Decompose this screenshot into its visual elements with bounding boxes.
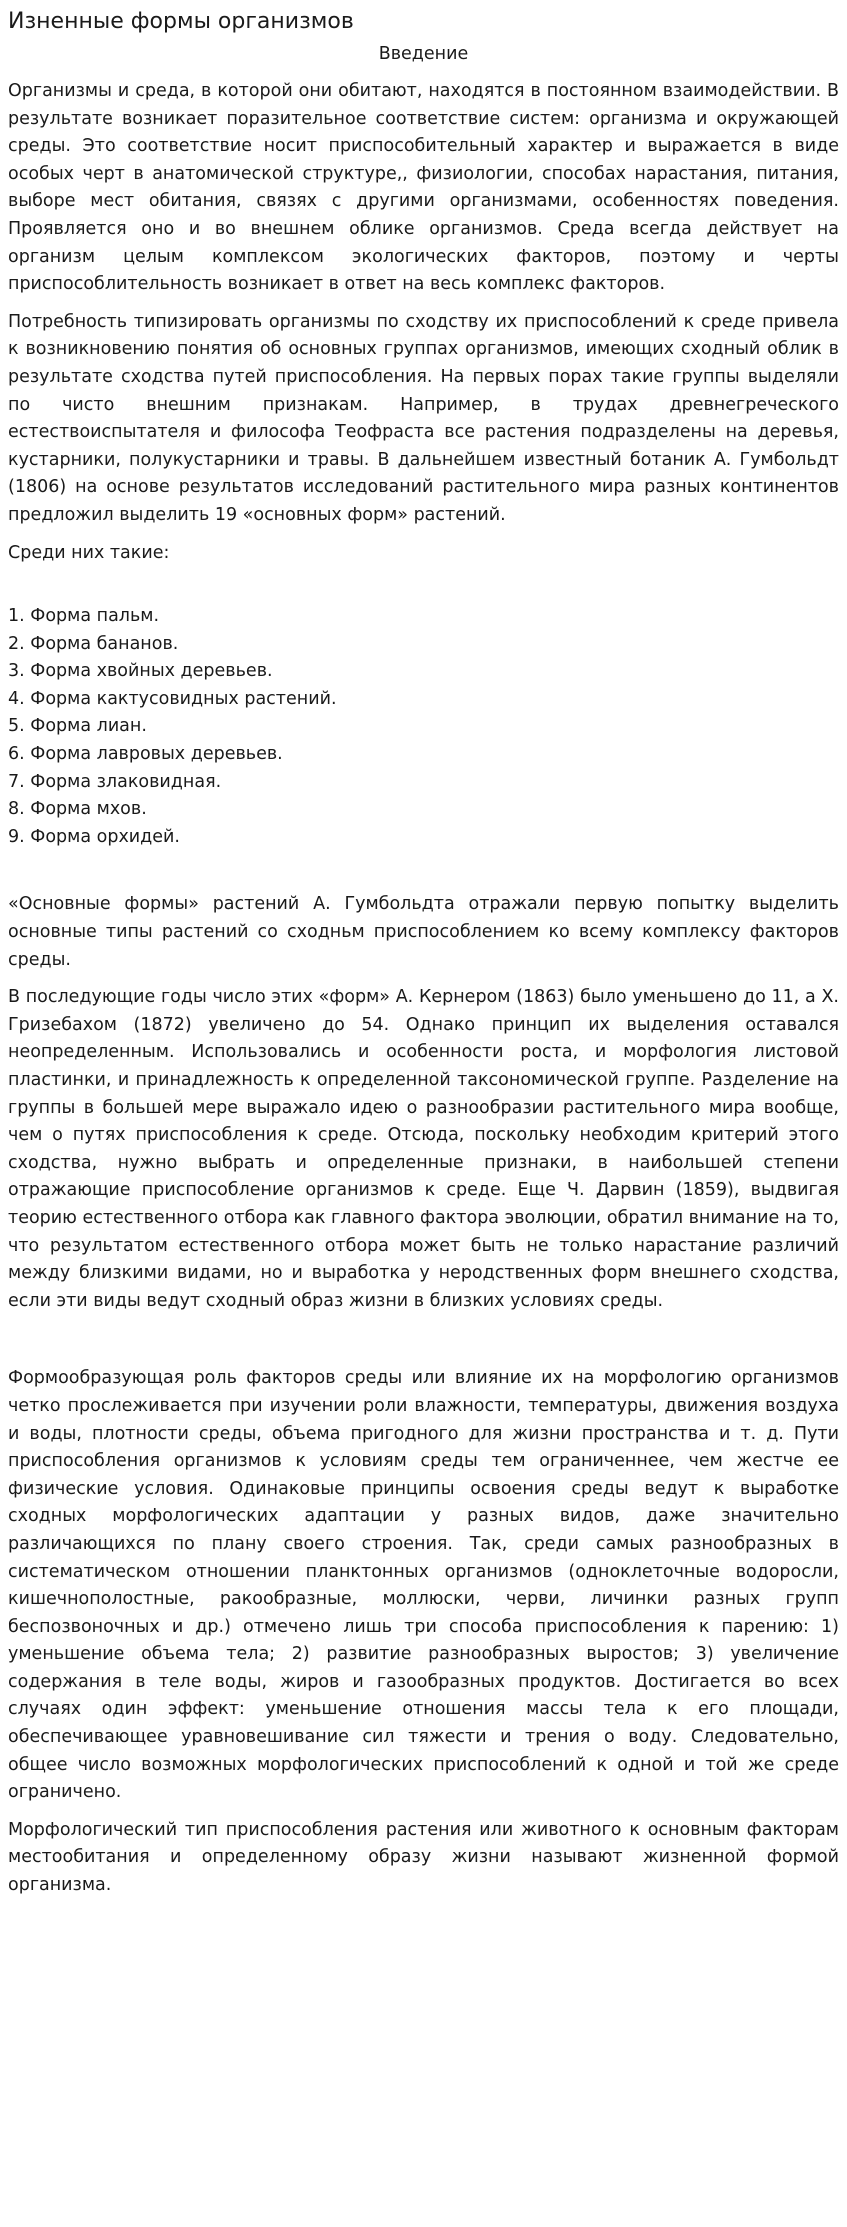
document-title: Изненные формы организмов xyxy=(8,9,354,34)
paragraph-typification-need: Потребность типизировать организмы по сходству их приспособлений к среде привела к возникновению понятия об основных группах организмов, имеющих сходный облик в результате сходства путей приспособления. На первых порах такие группы выделяли по чисто внешним признакам. Например, в трудах древнегреческого естествоиспытателя и философа Теофраста все растения подразделены на деревья, кустарники, полукустарники и травы. В дальнейшем известный ботаник А. Гумбольдт (1806) на основе результатов исследований растительного мира разных континентов предложил выделить 19 «основных форм» растений. xyxy=(8,311,839,525)
spacer xyxy=(8,851,839,891)
spacer xyxy=(8,1325,839,1365)
list-item: 8. Форма мхов. xyxy=(8,799,147,820)
paragraph-later-classifications: В последующие годы число этих «форм» А. Кернером (1863) было уменьшено до 11, а X. Гризебахом (1872) увеличено до 54. Однако принцип их выделения оставался неопределенным. Использовались и особенности роста, и морфология листовой пластинки, и принадлежность к определенной таксономической группе. Разделение на группы в большей мере выражало идею о разнообразии растительного мира вообще, чем о путях приспособления к среде. Отсюда, поскольку необходим критерий этого сходства, нужно выбрать и определенные признаки, в наибольшей степени отражающие приспособление организмов к среде. Еще Ч. Дарвин (1859), выдвигая теорию естественного отбора как главного фактора эволюции, обратил внимание на то, что результатом естественного отбора может быть не только нарастание различий между близкими видами, но и выработка у неродственных форм внешнего сходства, если эти виды ведут сходный образ жизни в близких условиях среды. xyxy=(8,987,839,1311)
spacer xyxy=(8,577,839,603)
list-item: 6. Форма лавровых деревьев. xyxy=(8,744,283,765)
paragraph-list-intro: Среди них такие: xyxy=(8,542,170,563)
list-item: 3. Форма хвойных деревьев. xyxy=(8,661,273,682)
plant-forms-list xyxy=(8,603,839,851)
list-item: 1. Форма пальм. xyxy=(8,606,160,627)
paragraph-form-building-role: Формообразующая роль факторов среды или влияние их на морфологию организмов четко прослеживается при изучении роли влажности, температуры, движения воздуха и воды, плотности среды, объема пригодного для жизни пространства и т. д. Пути приспособления организмов к условиям среды тем ограниченнее, чем жестче ее физические условия. Одинаковые принципы освоения среды ведут к выработке сходных морфологических адаптации у разных видов, даже значительно различающихся по плану своего строения. Так, среди самых разнообразных в систематическом отношении планктонных организмов (одноклеточные водоросли, кишечнополостные, ракообразные, моллюски, черви, личинки разных групп беспозвоночных и др.) отмечено лишь три способа приспособления к парению: 1) уменьшение объема тела; 2) развитие разнообразных выростов; 3) увеличение содержания в теле воды, жиров и газообразных продуктов. Достигается во всех случаях один эффект: уменьшение отношения массы тела к его площади, обеспечивающее уравновешивание сил тяжести и трения о воду. Следовательно, общее число возможных морфологических приспособлений к одной и той же среде ограничено. xyxy=(8,1368,839,1803)
paragraph-organisms-and-environment: Организмы и среда, в которой они обитают, находятся в постоянном взаимодействии. В результате возникает поразительное соответствие систем: организма и окружающей среды. Это соответствие носит приспособительный характер и выражается в виде особых черт в анатомической структуре,, физиологии, способах нарастания, питания, выборе мест обитания, связях с другими организмами, особенностях поведения. Проявляется оно и во внешнем облике организмов. Среда всегда действует на организм целым комплексом экологических факторов, поэтому и черты приспособлительность возникает в ответ на весь комплекс факторов. xyxy=(8,81,839,295)
list-item: 7. Форма злаковидная. xyxy=(8,771,222,792)
section-heading-introduction: Введение xyxy=(378,44,469,64)
list-item: 2. Форма бананов. xyxy=(8,633,179,654)
paragraph-humboldt-forms: «Основные формы» растений А. Гумбольдта отражали первую попытку выделить основные типы растений со сходньм приспособлением ко всему комплексу факторов среды. xyxy=(8,894,839,970)
list-item: 5. Форма лиан. xyxy=(8,716,147,737)
list-item: 9. Форма орхидей. xyxy=(8,826,180,847)
document-page xyxy=(0,8,847,2227)
paragraph-life-form-definition: Морфологический тип приспособления растения или животного к основным факторам местообитания и определенному образу жизни называют жизненной формой организма. xyxy=(8,1819,839,1896)
list-item: 4. Форма кактусовидных растений. xyxy=(8,688,337,709)
